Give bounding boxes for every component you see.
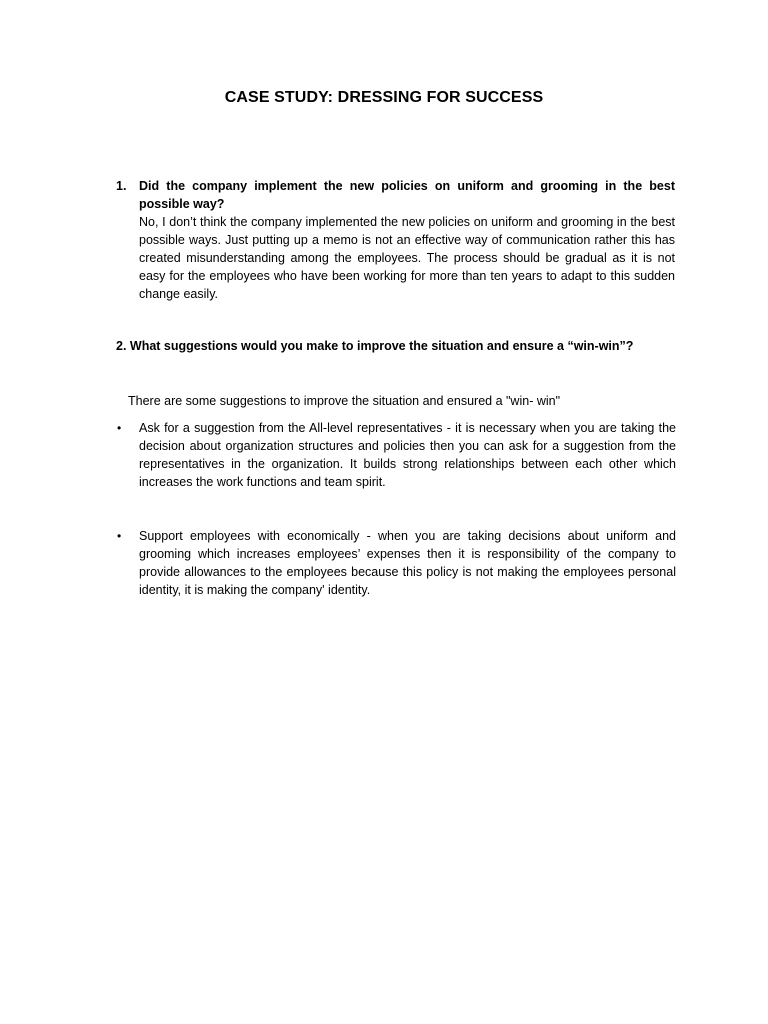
suggestion-item	[116, 527, 676, 599]
question-2-text: 2. What suggestions would you make to improve the situation and ensure a “win-win”?	[116, 339, 634, 353]
question-1-answer: No, I don’t think the company implemented the new policies on uniform and grooming in the best possible ways. Just putting up a memo is not an effective way of communication rather this has created misunderstanding among the employees. The process should be gradual as it is not easy for the employees who have been working for more than ten years to adapt to this sudden change easily.	[139, 215, 675, 301]
suggestions-intro: There are some suggestions to improve the situation and ensured a "win- win"	[128, 394, 561, 408]
bullet-icon: •	[117, 529, 122, 543]
document-title: CASE STUDY: DRESSING FOR SUCCESS	[224, 89, 544, 106]
suggestion-text: Support employees with economically - when you are taking decisions about uniform and grooming which increases employees’ expenses then it is responsibility of the company to provide allowances to the employees because this policy is not making the employees personal identity, it is making the company' identity.	[139, 529, 676, 597]
suggestion-text: Ask for a suggestion from the All-level representatives - it is necessary when you are taking the decision about organization structures and policies then you can ask for a suggestion from the representatives in the organization. It builds strong relationships between each other which increases the work functions and team spirit.	[139, 421, 676, 489]
question-1-text: Did the company implement the new policies on uniform and grooming in the best possible way?	[139, 179, 675, 211]
bullet-icon: •	[117, 421, 122, 435]
question-1-number: 1.	[116, 179, 127, 193]
suggestion-item	[116, 419, 676, 491]
question-1-body	[139, 177, 675, 303]
question-1-block	[116, 177, 675, 303]
